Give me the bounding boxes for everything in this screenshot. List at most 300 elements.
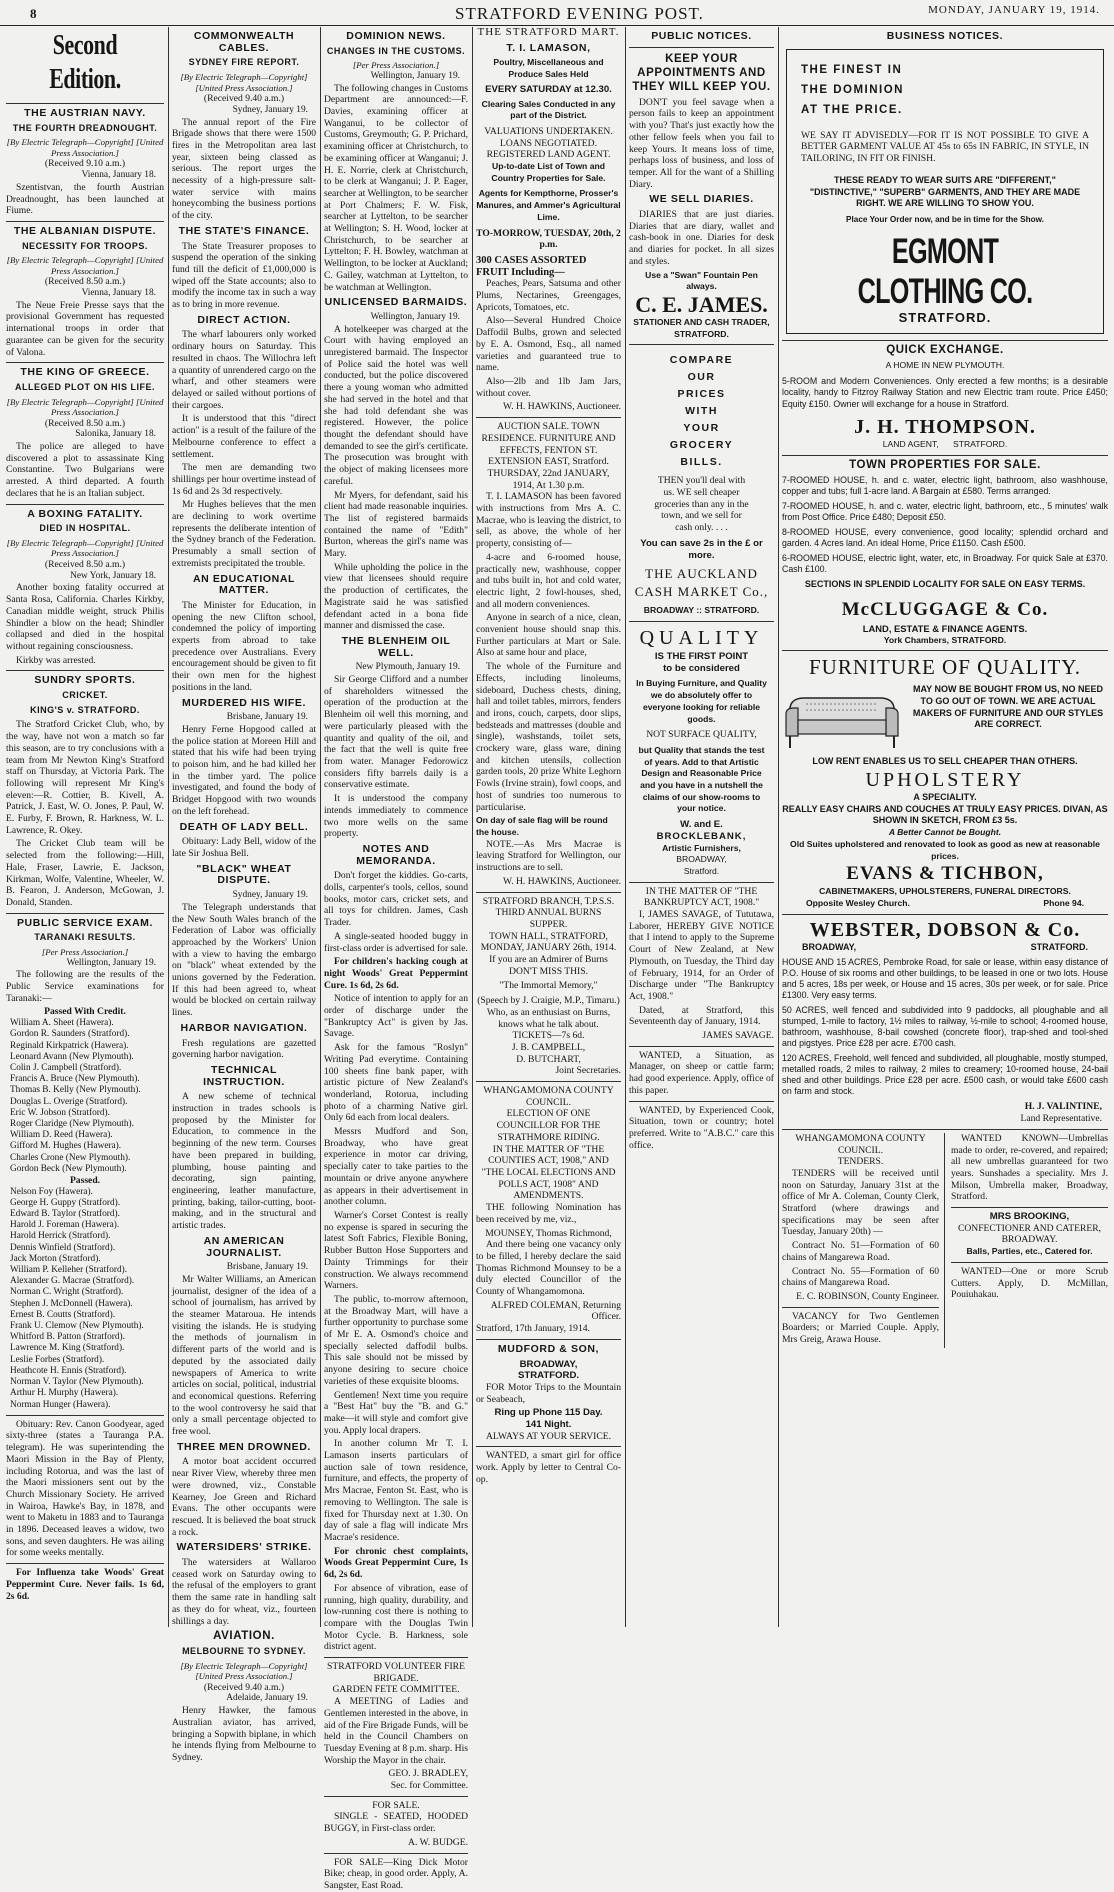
column-rule — [472, 27, 473, 1627]
article-body: The Stratford Cricket Club, who, by the way, have not won a match so far this season, are to try conclusions with a team from Mr Newton King's Stratford staff on Thursday, at Victoria Park. The following will represent Mr King's eleven:—R. Cottier, B. Kivell, A. Patrick, J. East, W. O. Jones, P. Paul, W. E. Furby, F. Brown, R. Harkness, W. L. Lawrence, R. Okey. — [6, 719, 164, 836]
dateline: Vienna, January 18. — [81, 288, 156, 299]
dateline: New Plymouth, January 19. — [355, 662, 460, 673]
dateline: Sydney, January 19. — [232, 890, 308, 901]
advert-name: THE AUCKLAND CASH MARKET Co., — [634, 566, 769, 600]
advert-signature: Joint Secretaries. — [555, 1065, 621, 1077]
advert-line: TO-MORROW, TUESDAY, 20th, 2 p.m. — [476, 227, 621, 251]
column-rule — [625, 27, 626, 1627]
advert-line: Poultry, Miscellaneous and Produce Sales Held — [493, 57, 604, 80]
advert-line: You can save 2s in the £ or more. — [640, 537, 763, 561]
list-item: William D. Reed (Hawera). — [10, 1130, 113, 1141]
headline: UNLICENSED BARMAIDS. — [324, 296, 468, 309]
advert-body: WE SAY IT ADVISEDLY—FOR IT IS NOT POSSIBLE TO GIVE A BETTER GARMENT VALUE AT 45s to 65s IN FABRIC, IN STYLE, IN TAILORING, IN FIT OR FINISH. — [801, 129, 1089, 165]
section-heading: BUSINESS NOTICES. — [886, 30, 1004, 42]
advert-body: I, JAMES SAVAGE, of Tututawa, Laborer, HEREBY GIVE NOTICE that I intend to apply to the Supreme Court of New Zealand, at New Plymouth, on Tuesday, the Third day of February, 1914, for an Order of Discharge under "The Bankruptcy Act, 1908." — [629, 909, 774, 1002]
advert-line: REGISTERED LAND AGENT. — [486, 149, 611, 161]
column-6 — [782, 27, 1108, 1627]
advert-name: MUDFORD & SON, — [497, 1342, 600, 1355]
advert-line: 141 Night. — [525, 1419, 572, 1431]
page-number: 8 — [30, 6, 37, 21]
advert-signature: GEO. J. BRADLEY, — [388, 1768, 468, 1780]
headline: HARBOR NAVIGATION. — [180, 1021, 308, 1034]
article-body: Henry Hawker, the famous Australian aviator, has arrived, bringing a Sopwith biplane, in which he intends flying from Melbourne to Sydney. — [172, 1705, 316, 1763]
advert-line: On day of sale flag will be round the house. — [476, 815, 608, 837]
credit-line: [By Electric Telegraph—Copyright] [United Press Association.] — [6, 396, 164, 418]
headline: COMMONWEALTH CABLES. — [193, 30, 295, 54]
headline: NOTES AND MEMORANDA. — [356, 842, 436, 867]
advert-body: T. I. LAMASON has been favored with instructions from Mrs A. C. Macrae, who is leaving the district, to sell, as above, the whole of her property, consisting of— — [476, 491, 621, 550]
dateline: Salonika, January 18. — [75, 429, 156, 440]
advert-line: A SPECIALITY. — [913, 792, 977, 803]
received-time: (Received 9.40 a.m.) — [203, 93, 285, 105]
dateline: New York, January 18. — [70, 570, 156, 581]
credit-line: [By Electric Telegraph—Copyright] [United Press Association.] — [180, 72, 308, 93]
advert-address: Opposite Wesley Church. — [806, 897, 910, 908]
list-label: Passed With Credit. — [44, 1006, 126, 1018]
list-item: Heathcote H. Ennis (Stratford). — [10, 1365, 127, 1376]
property-item: HOUSE AND 15 ACRES, Pembroke Road, for sale or lease, within easy distance of P.O. House of six rooms and other buildings, to be leased in one or two lots. House and 5 acres, 18s per week, or House and 15 acres, 30s per week, or for sale. Price £1300. Very easy terms. — [782, 957, 1108, 1001]
property-item: 8-ROOMED HOUSE, every convenience, good locality; splendid orchard and garden. 4 Acres land. An ideal Home, Price £1150. Cash £500. — [782, 527, 1108, 549]
compare-line: WITH — [685, 405, 718, 418]
furniture-advert-row — [782, 684, 1108, 754]
classified-ad: FOR SALE—King Dick Motor Bike; cheap, in good order. Apply, A. Sangster, East Road. — [324, 1856, 468, 1891]
advert-line: BROADWAY :: STRATFORD. — [643, 605, 760, 616]
advert-name: EGMONT CLOTHING CO. — [857, 231, 1033, 311]
property-list — [782, 957, 1108, 1097]
list-item: Thomas B. Kelly (New Plymouth). — [10, 1085, 141, 1096]
advert-line: BROADWAY, — [676, 854, 727, 865]
headline: THE KING OF GREECE. — [20, 366, 150, 379]
credit-line: [Per Press Association.] — [352, 60, 440, 71]
headline: MURDERED HIS WIFE. — [182, 696, 306, 709]
advert-line: CABINETMAKERS, UPHOLSTERERS, FUNERAL DIRECTORS. — [819, 886, 1071, 897]
advert-body: TENDERS will be received until noon on Saturday, January 31st at the office of Mr A. Coleman, County Clerk, Stratford (where drawings and specifications may be seen after Tuesday, January 20th) — — [782, 1167, 939, 1238]
column-4 — [476, 27, 621, 1627]
dateline: Adelaide, January 19. — [226, 1693, 308, 1704]
advert-title: TOWN PROPERTIES FOR SALE. — [849, 458, 1041, 471]
advert-name: MRS BROOKING, — [989, 1211, 1070, 1223]
property-item: 7-ROOMED HOUSE, h. and c. water, electric light, bathroom, etc., 5 minutes' walk from Post Office. Price £480; Deposit £50. — [782, 501, 1108, 523]
advert-line: Place Your Order now, and be in time for the Show. — [846, 214, 1044, 224]
advert-line: LAND AGENT, STRATFORD. — [882, 438, 1008, 449]
advert-body: MAY NOW BE BOUGHT FROM US, NO NEED TO GO OUT OF TOWN. WE ARE ACTUAL MAKERS OF FURNITURE AND OUR STYLES ARE CORRECT. — [912, 684, 1104, 730]
advert-line: Agents for Kempthorne, Prosser's Manures, and Ammer's Agricultural Lime. — [476, 188, 621, 222]
headline: THE STATE'S FINANCE. — [178, 224, 310, 237]
subheadline: CHANGES IN THE CUSTOMS. — [326, 45, 466, 56]
advert-line: THE DOMINION — [801, 83, 904, 96]
credit-line: [By Electric Telegraph—Copyright] [United Press Association.] — [6, 137, 164, 158]
advert-body: DIARIES that are just diaries. Diaries that are diary, wallet and cash-book in one. Diaries for desk and diaries for pocket. In all sizes and styles. — [629, 209, 774, 267]
article-body: The Neue Freie Presse says that the provisional Government has requested international troops in order that guarantee can be given for the security of Valona. — [6, 299, 164, 358]
article-body: While upholding the police in the view that licensees should require the production of certificates, the Magistrate said he was satisfied defendant acted in a bona fide manner and dismissed the case. — [324, 561, 468, 632]
list-item: Colin J. Campbell (Stratford). — [10, 1062, 122, 1073]
list-item: Arthur H. Murphy (Hawera). — [10, 1388, 119, 1399]
advert-line: If you are an Admirer of Burns DON'T MISS THIS. — [489, 954, 608, 977]
advert-body: SINGLE - SEATED, HOODED BUGGY, in First-class order. — [324, 1811, 468, 1835]
advert-body: Peaches, Pears, Satsuma and other Plums, Nectarines, Greengages, Apricots, Tomatoes, etc. — [476, 278, 621, 313]
article-body: Kirkby was arrested. — [16, 654, 96, 666]
note-paragraph: Don't forget the kiddies. Go-carts, dolls, carpenter's tools, cellos, sound books, motor cars, cricket sets, and all toys for children. James, Cash Trader. — [324, 870, 468, 929]
advert-title: AUCTION SALE. TOWN RESIDENCE. FURNITURE AND EFFECTS, FENTON ST. EXTENSION EAST, Stratford. — [481, 421, 616, 468]
dateline: Vienna, January 18. — [81, 170, 156, 181]
advert-line: ALWAYS AT YOUR SERVICE. — [485, 1430, 612, 1442]
advert-title: WHANGAMOMONA COUNTY COUNCIL. — [483, 1085, 614, 1108]
advert-line: MONDAY, JANUARY 26th, 1914. — [480, 942, 617, 954]
compare-line: GROCERY — [669, 439, 734, 452]
advert-body: FOR Motor Trips to the Mountain or Seabeach, — [476, 1381, 621, 1405]
advert-signature: D. BUTCHART, — [516, 1053, 581, 1065]
article-body: The following are the results of the Public Service examinations for Taranaki:— — [6, 969, 164, 1004]
advert-signature: Sec. for Committee. — [390, 1780, 468, 1792]
advert-line: York Chambers, STRATFORD. — [883, 634, 1007, 645]
advert-body: Also—Several Hundred Choice Daffodil Bulbs, grown and selected by E. A. Osmond, Esq., all named varieties and guaranteed true to name. — [476, 315, 621, 374]
article-body: Mr Hughes believes that the men are declining to work overtime represents the deliberate intention of the Sydney branch of the Federation. Presumably a small section of extremists precipitated the trouble. — [172, 499, 316, 569]
list-item: Norman Hunger (Hawera). — [10, 1399, 111, 1410]
list-label: Passed. — [69, 1174, 101, 1186]
dateline: Wellington, January 19. — [370, 70, 460, 81]
advert-line: THE FINEST IN — [801, 63, 903, 76]
article-body: Obituary: Lady Bell, widow of the late Sir Joshua Bell. — [172, 836, 316, 859]
advert-name: J. H. THOMPSON. — [854, 415, 1036, 438]
advert-title: WHANGAMOMONA COUNTY COUNCIL. — [795, 1132, 926, 1156]
advert-name: WEBSTER, DOBSON & Co. — [809, 918, 1081, 941]
advert-signature: W. H. HAWKINS, Auctioneer. — [503, 875, 621, 887]
article-body: A new scheme of technical instruction in trades schools is proposed by the Minister for Education, to commence in the beginning of the new term. Courses have been prepared in building, plumbing, house painting and decorating, sign painting, engineering, leather manufacture, printing, baking, tailor-cutting, boot-making, and in the structural and artistic trades. — [172, 1091, 316, 1232]
advert-line: Up-to-date List of Town and Country Properties for Sale. — [491, 161, 606, 183]
subheadline: NECESSITY FOR TROOPS. — [22, 240, 148, 251]
advert-signature: Land Representative. — [1020, 1113, 1102, 1125]
note-paragraph: For children's hacking cough at night Woods' Great Peppermint Cure. 1s 6d, 2s 6d. — [324, 956, 468, 991]
advert-body: In Buying Furniture, and Quality we do absolutely offer to everyone looking for reliable goods. — [636, 678, 767, 724]
advert-line: STATIONER AND CASH TRADER, — [633, 316, 770, 327]
subheadline: ALLEGED PLOT ON HIS LIFE. — [14, 381, 155, 392]
list-item: Charles Crone (New Plymouth). — [10, 1152, 131, 1163]
advert-line: "The Immortal Memory," — [499, 980, 598, 992]
article-body: The wharf labourers only worked ordinary hours on Saturday. This resulted in chaos. The Willochra left a quantity of unrendered cargo on the wharf, and other steamers were delayed or sailed without portions of their cargoes. — [172, 329, 316, 411]
compare-prices-block — [629, 348, 774, 471]
property-item: 50 ACRES, well fenced and subdivided into 9 paddocks, all ploughable and all stumped, 1-mile to factory, 1½ miles to railway, ½-mile to school; 4-roomed house, bathroom, washhouse, 8-bail cowshed (concrete floor), trap-shed and tool-shed and pigstyes. Price £28 per acre. £700 cash. — [782, 1005, 1108, 1049]
advert-line: LOW RENT ENABLES US TO SELL CHEAPER THAN OTHERS. — [812, 756, 1078, 767]
egmont-advert — [786, 49, 1104, 335]
property-item: 6-ROOMED HOUSE, electric light, water, etc, in Broadway. For quick Sale at £370. Cash £100. — [782, 553, 1108, 575]
headline: DOMINION NEWS. — [346, 30, 446, 42]
note-paragraph: Notice of intention to apply for an order of discharge under the "Bankruptcy Act" is given by Jas. Savage. — [324, 993, 468, 1040]
advert-line: EVERY SATURDAY at 12.30. — [485, 83, 612, 95]
article-body: The Minister for Education, in opening the new Clifton school, condemned the policy of importing experts from abroad to take precedence over Australians. Every encouragement should be given to fit their own men for the highest positions in the land. — [172, 599, 316, 693]
list-item: Stephen J. McDonnell (Hawera). — [10, 1298, 133, 1309]
list-item: Edward B. Taylor (Stratford). — [10, 1209, 120, 1220]
advert-name: C. E. JAMES. — [635, 291, 768, 317]
advert-body: A MEETING of Ladies and Gentlemen interested in the above, in aid of the Fire Brigade Funds, will be held in the Council Chambers on Tuesday Evening at 8 p.m. sharp. His Worship the Mayor in the chair. — [324, 1696, 468, 1766]
advert-title: QUICK EXCHANGE. — [886, 344, 1004, 357]
advert-name: T. I. LAMASON, — [506, 41, 591, 54]
advert-line: IS THE FIRST POINT — [654, 650, 749, 662]
note-paragraph: In another column Mr T. I. Lamason inserts particulars of auction sale of town residence, furniture, and effects, the property of Mrs Macrae, Fenton St. East, who is removing to Wellington. The sale is fixed for Thursday next at 1.30. On day of sale a flag will indicate Mrs Macrae's residence. — [324, 1438, 468, 1543]
headline: PUBLIC SERVICE EXAM. — [16, 916, 154, 929]
advert-line: Stratford, 17th January, 1914. — [476, 1323, 590, 1335]
advert-line: CONFECTIONER AND CATERER, BROADWAY. — [957, 1222, 1102, 1246]
dateline: Wellington, January 19. — [66, 957, 156, 968]
subheadline: MELBOURNE TO SYDNEY. — [182, 1646, 306, 1656]
advert-body: REALLY EASY CHAIRS AND COUCHES AT TRULY EASY PRICES. DIVAN, AS SHOWN IN SKETCH, FROM £3 5s. — [782, 803, 1108, 826]
advert-signature: JAMES SAVAGE. — [702, 1030, 774, 1042]
advert-line: BROADWAY, — [519, 1358, 578, 1370]
advert-title: IN THE MATTER OF "THE BANKRUPTCY ACT, 1908." — [643, 885, 760, 909]
article-body: The men are demanding two shillings per hour overtime instead of 1s 6d and 2s 3d respectively. — [172, 462, 316, 497]
list-item: Gifford M. Hughes (Hawera). — [10, 1141, 122, 1152]
credit-line: [By Electric Telegraph—Copyright] [United Press Association.] — [6, 255, 164, 276]
compare-line: OUR — [687, 371, 716, 384]
advert-body: THEN you'll deal with us. WE sell cheaper groceries than any in the town, and we sell for cash only. . . . — [654, 475, 749, 534]
list-item: Lawrence M. King (Stratford). — [10, 1343, 125, 1354]
subheadline: THE FOURTH DREADNOUGHT. — [12, 122, 158, 133]
property-list — [782, 475, 1108, 575]
note-paragraph: Gentlemen! Next time you require a "Best Hat" buy the "B. and G." make—it will style and comfort give you. Apply local drapers. — [324, 1389, 468, 1436]
article-body: Szentistvan, the fourth Austrian Dreadnought, has been launched at Fiume. — [6, 181, 164, 217]
list-item: Leslie Forbes (Stratford). — [10, 1354, 105, 1365]
article-body: It is understood that this "direct action" is a result of the failure of the Melbourne conference to effect a settlement. — [172, 413, 316, 460]
article-body: Fresh regulations are gazetted governing harbor navigation. — [172, 1037, 316, 1061]
advert-body: Dated, at Stratford, this Seventeenth day of January, 1914. — [629, 1004, 774, 1028]
received-time: (Received 8.50 a.m.) — [44, 558, 126, 570]
advert-body: Anyone in search of a nice, clean, convenient house should snap this. Further particulars at Mart or Sale. Also at same hour and place, — [476, 612, 621, 659]
subheadline: SYDNEY FIRE REPORT. — [188, 57, 300, 68]
list-item: Douglas L. Overige (Stratford). — [10, 1096, 128, 1107]
advert-line: IN THE MATTER OF "THE COUNTIES ACT, 1908," AND "THE LOCAL ELECTIONS AND POLLS ACT, 1908" AND AMENDMENTS. — [481, 1143, 616, 1202]
column-1 — [6, 27, 164, 1627]
advert-line: STRATFORD. — [517, 1370, 580, 1382]
list-item: Norman V. Taylor (New Plymouth). — [10, 1377, 144, 1388]
advert-body: Contract No. 51—Formation of 60 chains of Mangarewa Road. — [782, 1240, 939, 1263]
advert-subtitle: THIRD ANNUAL BURNS SUPPER. — [495, 907, 602, 930]
advert-line: Balls, Parties, etc., Catered for. — [966, 1246, 1093, 1257]
advert-line: LOANS NEGOTIATED. — [500, 137, 597, 149]
dateline: Sydney, January 19. — [232, 104, 308, 115]
subheadline: KING'S v. STRATFORD. — [30, 704, 140, 715]
headline: AVIATION. — [213, 1630, 275, 1643]
advert-signature: W. H. HAWKINS, Auctioneer. — [503, 401, 621, 413]
advert-body: 4-acre and 6-roomed house, practically new, washhouse, copper and tubs built in, hot and cold water, electric light, 2 fowl-houses, shed, and all modern conveniences. — [476, 551, 621, 610]
received-time: (Received 9.10 a.m.) — [44, 158, 126, 170]
article-body: The annual report of the Fire Brigade shows that there were 1500 fires in the Metropolitan area last year, sixteen being classed as serious. The report urges the necessity of a high-pressure salt-water service with mains honeycombing the business portions of the city. — [172, 116, 316, 222]
advert-name: McCLUGGAGE & Co. — [841, 598, 1049, 620]
advert-title: STRATFORD BRANCH, T.P.S.S. — [482, 895, 615, 907]
article-body: The State Treasurer proposes to suspend the operation of the sinking fund till the deficit of £1,000,000 is wiped off the State accounts; also to modify the income tax in such a way as to bring in more revenue. — [172, 240, 316, 311]
advert-signature: H. J. VALINTINE, — [1024, 1101, 1102, 1113]
advert-title: QUALITY — [639, 626, 764, 649]
list-item: Harold Herrick (Stratford). — [10, 1231, 111, 1242]
article-body: Mr Myers, for defendant, said his client had made reasonable inquiries. The list of registered barmaids contained the name of "Edith" Burton, whereas the girl's name was Mary. — [324, 489, 468, 560]
article-body: The Cricket Club team will be selected from the following:—Hill, Hale, Fraser, Lawrie, E. Jackson, Kirkman, Wolfe, Valentine, Wheeler, W. B. Fearon, J. Anderson, McGowan, J. Donald, Standen. — [6, 838, 164, 908]
advert-body: Also—2lb and 1lb Jam Jars, without cover. — [476, 375, 621, 399]
classified-ad: WANTED, a Situation, as Manager, on sheep or cattle farm; had good experience. Apply, office of this paper. — [629, 1049, 774, 1096]
advert-line: TICKETS—7s 6d. — [512, 1030, 585, 1042]
advert-body: DON'T you feel savage when a person fails to keep an appointment with you? That's just exactly how the other fellow feels when you fail to keep Yours. It means loss of time, perhaps loss of business, and loss of temper. All for the want of a Shilling Diary. — [629, 96, 774, 190]
column-5 — [629, 27, 774, 1627]
advert-body: THESE READY TO WEAR SUITS ARE "DIFFERENT," "DISTINCTIVE," "SUPERB" GARMENTS, AND THEY ARE MADE RIGHT. WE ARE WILLING TO SHOW YOU. — [809, 174, 1081, 209]
advert-line: VALUATIONS UNDERTAKEN. — [484, 125, 613, 137]
advert-name: EVANS & TICHBON, — [846, 863, 1044, 885]
headline: TECHNICAL INSTRUCTION. — [203, 1063, 285, 1088]
article-body: Henry Ferne Hopgood called at the police station at Moreen Hill and stated that his wife had been trying to poison him, and he had killed her in the timber yard. The police investigated, and found the body of Bridget Hopgood with two wounds on the left forehead. — [172, 723, 316, 817]
advert-line: Ring up Phone 115 Day. — [494, 1407, 603, 1419]
classified-ad: VACANCY for Two Gentlemen Boarders; or Married Couple. Apply, Mrs Greig, Arawa House. — [782, 1310, 939, 1346]
results-list — [6, 1187, 164, 1411]
list-item: Dennis Winfield (Stratford). — [10, 1242, 116, 1253]
newspaper-title: STRATFORD EVENING POST. — [455, 4, 704, 23]
dateline: Brisbane, January 19. — [226, 1262, 308, 1273]
classified-ad: WANTED, by Experienced Cook, Situation, town or country; hotel preferred. Write to "A.B.C." care this office. — [629, 1104, 774, 1151]
list-item: George H. Guppy (Stratford). — [10, 1197, 121, 1208]
list-item: Francis A. Bruce (New Plymouth). — [10, 1074, 140, 1085]
advert-footer — [782, 898, 1108, 910]
headline: AN EDUCATIONAL MATTER. — [192, 572, 296, 597]
advert-signature: J. B. CAMPBELL, — [511, 1041, 586, 1053]
list-item: Ernest B. Coutts (Stratford). — [10, 1309, 116, 1320]
advert-line: Old Suites upholstered and renovated to look as good as new at reasonable prices. — [790, 838, 1100, 861]
note-paragraph: For chronic chest complaints, Woods Great Peppermint Cure, 1s 6d, 2s 6d. — [324, 1545, 468, 1581]
article-body: Another boxing fatality occurred at Santa Rosa, California. Charles Kirkby, Canadian middle weight, struck Philis Shindler a blow on the head; Shindler collapsed and died in the hospital without regaining consciousness. — [6, 582, 164, 652]
article-body: The police are alleged to have discovered a plot to assassinate King Constantine. Two Bulgarians were arrested. A third departed. A fourth declares that he is an Italian subject. — [6, 441, 164, 499]
article-body: The following changes in Customs Department are announced:—F. Davies, examining officer at Wanganui, to be collector of Customs, Greymouth; G. P. Prichard, examining officer at Christchurch, to be examining officer at Wanganui; J. H. E. Norrie, clerk at Christchurch, to be clerk at Wanganui; J. P. Eager, searcher at Wellington, to be searcher at Port Chalmers; F. W. Fisk, searcher at Lyttelton, to be searcher at Wellington; S. H. Wood, locker at Christchurch, to be searcher at Lyttelton; F. H. Bowley, watchman at Wellington, to be locker at Auckland; C. Gailey, watchman at Lyttelton, to be watchman at Wellington. — [324, 82, 468, 293]
property-item: 7-ROOMED HOUSE, h. and c. water, electric light, bathroom, also washhouse, copper and tubs; full 1-acre land. A Bargain at £580. Terms arranged. — [782, 475, 1108, 497]
article-body: The Telegraph understands that the New South Wales branch of the Federation of Labor was officially approached by the Workers' Union with a view to having the embargo on "black" wheat extended by the unions governed by the Federation. If this had been agreed to, wheat would be blocked on certain railway lines. — [172, 901, 316, 1019]
headline: DIRECT ACTION. — [197, 313, 291, 326]
advert-line: A Better Cannot be Bought. — [888, 827, 1002, 838]
column-3 — [324, 27, 468, 1891]
credit-line: [Per Press Association.] — [41, 947, 129, 958]
list-item: Norman C. Wright (Stratford). — [10, 1287, 124, 1298]
advert-phone: Phone 94. — [1043, 897, 1084, 908]
advert-address: BROADWAY, — [802, 941, 857, 952]
advert-body: but Quality that stands the test of years. Add to that Artistic Design and Reasonable Price and you have in a nutshell the claims of our show-rooms to your notice. — [638, 744, 765, 814]
advert-title: KEEP YOUR APPOINTMENTS AND THEY WILL KEEP YOU. — [632, 52, 771, 93]
masthead — [0, 0, 1114, 26]
classified-ad: WANTED, a smart girl for office work. Apply by letter to Central Co-op. — [476, 1450, 621, 1485]
advert-line: 300 CASES ASSORTED FRUIT Including— — [476, 254, 587, 278]
advert-subtitle: WE SELL DIARIES. — [649, 193, 754, 206]
advert-name: UPHOLSTERY — [865, 769, 1025, 792]
note-paragraph: For absence of vibration, ease of running, high quality, durability, and low-running cost there is nothing to compare with the Douglas Twin Motor Cycle. B. Harkness, sole district agent. — [324, 1582, 468, 1653]
compare-line: BILLS. — [680, 456, 723, 469]
list-item: Whitford B. Patton (Stratford). — [10, 1332, 125, 1343]
headline: WATERSIDERS' STRIKE. — [176, 1541, 312, 1554]
headline: DEATH OF LADY BELL. — [179, 820, 309, 833]
obituary: Obituary: Rev. Canon Goodyear, aged sixty-three (states a Tauranga P.A. telegram). He was superintending the Maori Mission in the Bay of Plenty, including Rotorua, and was the last of the Maori missioners sent out by the Church Missionary Society. He arrived in Wairoa, Hawke's Bay, in 1878, and went to Maketu in 1883 and to Tauranga in 1896. Deceased leaves a widow, two sons, and seven daughters. He was ailing for some weeks mentally. — [6, 1418, 164, 1559]
subheadline: CRICKET. — [62, 690, 108, 701]
advert-line: MOUNSEY, Thomas Richmond, — [485, 1227, 612, 1239]
advert-line: Use a "Swan" Fountain Pen always. — [645, 269, 758, 292]
advert-line: AT THE PRICE. — [801, 103, 903, 116]
list-item: Roger Claridge (New Plymouth). — [10, 1118, 134, 1129]
received-time: (Received 8.50 a.m.) — [44, 417, 126, 429]
advert-line: STRATFORD. — [674, 328, 729, 339]
advert-title: FOR SALE. — [372, 1799, 420, 1811]
advert-address-row — [782, 942, 1108, 954]
results-list — [6, 1018, 164, 1175]
subheadline: DIED IN HOSPITAL. — [39, 523, 131, 534]
dateline: Wellington, January 19. — [370, 311, 460, 322]
advert-line: NOT SURFACE QUALITY, — [646, 729, 757, 741]
advert-signature: E. C. ROBINSON, County Engineer. — [796, 1290, 939, 1302]
bottom-classifieds — [782, 1133, 1108, 1348]
list-item: Eric W. Jobson (Stratford). — [10, 1107, 110, 1118]
advert-subtitle: GARDEN FETE COMMITTEE. — [332, 1684, 460, 1696]
advert-line: STRATFORD. — [898, 309, 992, 325]
headline: AN AMERICAN JOURNALIST. — [203, 1234, 285, 1259]
advert-body: Contract No. 55—Formation of 60 chains of Mangarewa Road. — [782, 1265, 939, 1289]
article-body: Sir George Clifford and a number of shareholders witnessed the operation of the production at the Blenheim oil well this morning, and were particularly pleased with the quantity and quality of the oil, and the fact that the well is quite free from water. Manager Fedorowicz considers fifty barrels daily is a conservative estimate. — [324, 674, 468, 791]
credit-line: [By Electric Telegraph—Copyright] [United Press Association.] — [180, 1660, 308, 1682]
classified-ad: WANTED—One or more Scrub Cutters. Apply, D. McMillan, Pouiuhakau. — [951, 1265, 1108, 1301]
headline: A BOXING FATALITY. — [27, 507, 143, 520]
article-body: A motor boat accident occurred near River View, whereby three men were drowned, viz., Constable Kearney, Joe Green and Richard Evans. The other occupants were rescued. It is believed the boat struck a rock. — [172, 1456, 316, 1538]
advert-body: THE following Nomination has been received by me, viz., — [476, 1202, 621, 1225]
advert-line: Clearing Sales Conducted in any part of the District. — [481, 98, 616, 121]
divan-sketch-icon — [782, 684, 902, 754]
note-paragraph: The public, to-morrow afternoon, at the Broadway Mart, will have a further opportunity to purchase some of Mr E. A. Osmond's choice and specially selected daffodil bulbs. This sale should not be missed by anyone desiring to secure choice varieties of these exquisite blooms. — [324, 1293, 468, 1387]
advert-name: W. and E. — [680, 819, 723, 831]
received-time: (Received 9.40 a.m.) — [203, 1681, 285, 1693]
note-paragraph: Warner's Corset Contest is really no expense is spared in securing the latest Soft Fabrics, Flexible Boning, Rubber Button Hose Supporters and Dainty Trimmings for their construction. We always recommend Warners. — [324, 1210, 468, 1292]
advert-signature: ALFRED COLEMAN, Returning Officer. — [490, 1299, 621, 1323]
advert-title: FURNITURE OF QUALITY. — [808, 655, 1082, 680]
advert-line: Stratford. — [683, 865, 720, 876]
article-body: Mr Walter Williams, an American journalist, designer of the idea of a school of journalism, has arrived by the steamer Mataroua. He intends visiting the islands. He is studying the methods of journalism in different parts of the world and is deputed by the associated daily newspapers of America to write articles on social, political, industrial and economical questions. Referring to the wool controversy he said that only a small percentage objected to free wool. — [172, 1273, 316, 1438]
list-item: William A. Sheet (Hawera). — [10, 1018, 114, 1029]
column-2 — [172, 27, 316, 1763]
advert: For Influenza take Woods' Great Peppermint Cure. Never fails. 1s 6d, 2s 6d. — [6, 1567, 164, 1602]
advert-name: BROCKLEBANK, — [656, 830, 747, 842]
list-item: Gordon Beck (New Plymouth). — [10, 1163, 127, 1174]
compare-line: YOUR — [683, 422, 720, 435]
column-rule — [320, 27, 321, 1627]
note-paragraph: Ask for the famous "Roslyn" Writing Pad everytime. Containing 100 sheets fine bank paper, with artistic picture of New Zealand's wonderland, Rotorua, including photo of a charming Native girl. Only 6d each from local dealers. — [324, 1042, 468, 1124]
dateline: Brisbane, January 19. — [226, 712, 308, 723]
list-item: Harold J. Foreman (Hawera). — [10, 1220, 120, 1231]
advert-subtitle: A HOME IN NEW PLYMOUTH. — [885, 360, 1005, 371]
advert-line: TOWN HALL, STRATFORD, — [489, 930, 608, 942]
list-item: Jack Morton (Stratford). — [10, 1253, 101, 1264]
advert-line: THURSDAY, 22nd JANUARY, 1914, At 1.30 p.m. — [487, 467, 610, 491]
column-rule — [778, 27, 779, 1627]
advert-body: The whole of the Furniture and Effects, including linoleums, sideboard, Duchess chests, dining, hall and toilet tables, mirrors, fenders and irons, couch, carpets, door slips, bedsteads and mattresses (double and single), washstands, toilet sets, crockery ware, glass ware, dining and kitchen utensils, collection garden tools, 20 prize White Leghorn Fowls (Irvine strain), fowl coops, and host of sundries too numerous to particularise. — [476, 661, 621, 813]
headline: THE AUSTRIAN NAVY. — [24, 107, 146, 119]
list-item: William P. Kelleher (Stratford). — [10, 1265, 128, 1276]
advert-signature: A. W. BUDGE. — [408, 1836, 468, 1848]
advert-subtitle: ELECTION OF ONE COUNCILLOR FOR THE STRATHMORE RIDING. — [496, 1108, 601, 1143]
article-body: The watersiders at Wallaroo ceased work on Saturday owing to the refusal of the employers to grant them the same rate in handling salt as they do for wheat, viz., fourteen shillings a day. — [172, 1557, 316, 1627]
advert-line: to be considered — [663, 662, 740, 674]
compare-line: COMPARE — [669, 354, 734, 367]
headline: THREE MEN DROWNED. — [177, 1440, 311, 1453]
headline: SUNDRY SPORTS. — [34, 674, 136, 687]
subheadline: TARANAKI RESULTS. — [34, 932, 136, 943]
received-time: (Received 8.50 a.m.) — [44, 276, 126, 288]
advert-title: THE STRATFORD MART. — [477, 26, 620, 38]
headline: "BLACK" WHEAT DISPUTE. — [196, 862, 292, 887]
note-paragraph: A single-seated hooded buggy in first-class order is advertised for sale. — [324, 930, 468, 954]
issue-date: MONDAY, JANUARY 19, 1914. — [928, 4, 1100, 16]
column-rule — [168, 27, 169, 1627]
note-paragraph: Messrs Mudford and Son, Broadway, who have great experience in motor car driving, specially cater to take parties to the mountain or drive anyone anywhere as appears in their advertisement in another column. — [324, 1126, 468, 1208]
list-item: Nelson Foy (Hawera). — [10, 1186, 93, 1197]
classified-ad: WANTED KNOWN—Umbrellas made to order, re-covered, and repaired; all new umbrellas guaranteed for two years. Sunshades a speciality. Mrs J. Milson, Umbrella maker, Broadway, Stratford. — [951, 1132, 1108, 1203]
list-item: Leonard Avann (New Plymouth). — [10, 1051, 134, 1062]
list-item: Alexander G. Macrae (Stratford). — [10, 1276, 135, 1287]
advert-town: STRATFORD. — [1030, 941, 1088, 952]
advert-body: 5-ROOM and Modern Conveniences. Only erected a few months; is a desirable locality, handy to Fitzroy Railway Station and new Electric tram route. Price £450; Equity £150. Owner will exchange for a house in Stratford. — [782, 375, 1108, 410]
